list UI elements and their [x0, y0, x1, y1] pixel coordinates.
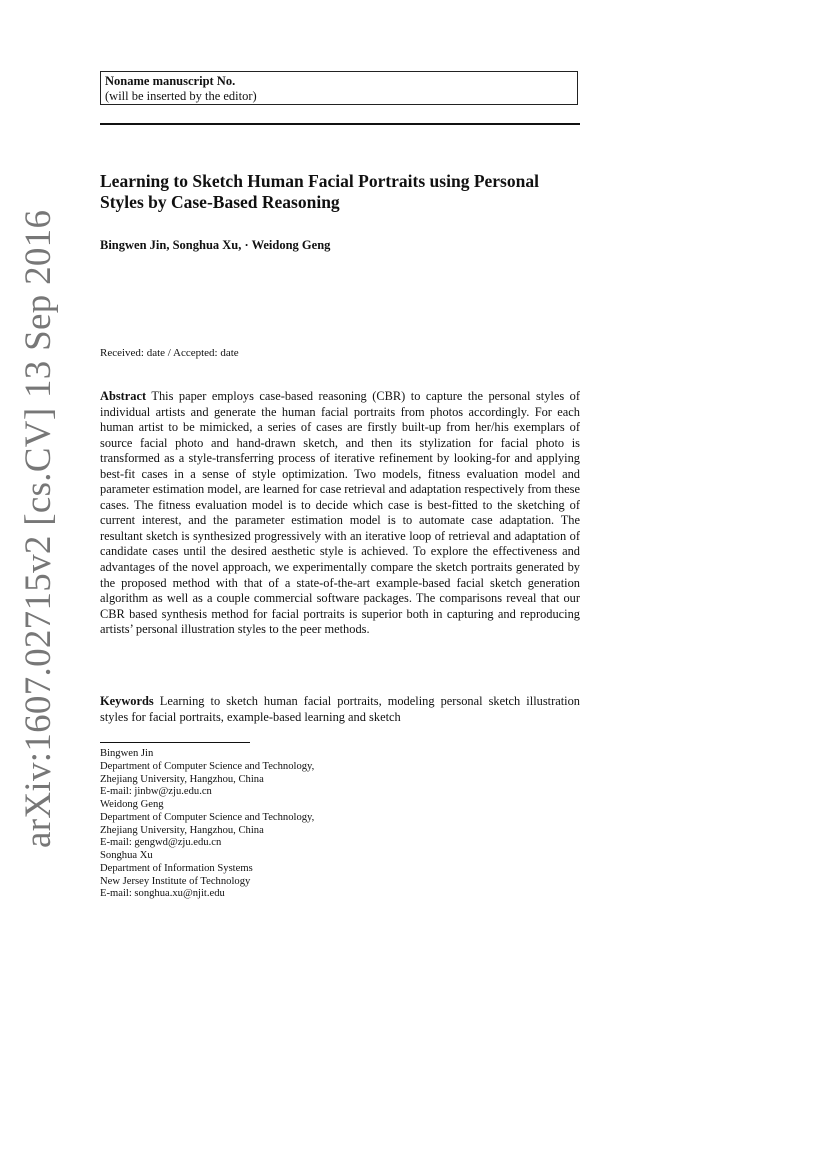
editor-note: (will be inserted by the editor) [105, 89, 257, 103]
affiliation-line: Songhua Xu [100, 850, 153, 861]
received-date: Received: date / Accepted: date [100, 347, 239, 359]
arxiv-side-stamp: arXiv:1607.02715v2 [cs.CV] 13 Sep 2016 [18, 209, 59, 848]
affiliation-line: Weidong Geng [100, 799, 164, 810]
affiliation-line: Bingwen Jin [100, 748, 154, 759]
affiliation-line: E-mail: jinbw@zju.edu.cn [100, 786, 212, 798]
affiliation-line: Department of Information Systems [100, 862, 253, 874]
keywords-text: Learning to sketch human facial portraits, modeling personal sketch illustration styles for facial portraits, example-based learning and sketch [100, 694, 580, 724]
keywords-section [100, 694, 580, 725]
header-rule [100, 123, 580, 125]
editor-box [100, 71, 578, 105]
affiliations-footnote [100, 748, 580, 901]
abstract-label: Abstract [100, 389, 147, 403]
footnote-rule [100, 742, 250, 743]
keywords-label: Keywords [100, 694, 154, 708]
manuscript-number-label: Noname manuscript No. [105, 74, 236, 88]
affiliation-line: New Jersey Institute of Technology [100, 875, 251, 887]
abstract-section [100, 389, 580, 638]
affiliation-line: Department of Computer Science and Technology, [100, 811, 315, 823]
affiliation-line: E-mail: gengwd@zju.edu.cn [100, 837, 222, 849]
affiliation-line: Department of Computer Science and Technology, [100, 760, 315, 772]
abstract-text: This paper employs case-based reasoning (CBR) to capture the personal styles of individual artists and generate the human facial portraits from photos accordingly. For each human artist to be mimicked, a series of cases are firstly built-up from her/his exemplars of source facial photo and hand-drawn sketch, and then its stylization for facial photo is transformed as a style-transferring process of iterative refinement by looking-for and applying best-fit cases in a sense of style optimization. Two models, fitness evaluation model and parameter estimation model, are learned for case retrieval and adaptation respectively from these cases. The fitness evaluation model is to decide which case is best-fitted to the sketching of current interest, and the parameter estimation model is to automate case adaptation. The resultant sketch is synthesized progressively with an iterative loop of retrieval and adaptation of candidate cases until the desired aesthetic style is achieved. To explore the effectiveness and advantages of the novel approach, we experimentally compare the sketch portraits generated by the proposed method with that of a state-of-the-art example-based facial sketch generation algorithm as well as a couple commercial software packages. The comparisons reveal that our CBR based synthesis method for facial portraits is superior both in capturing and reproducing artists’ personal illustration styles to the peer methods. [100, 389, 580, 637]
author-list: Bingwen Jin, Songhua Xu, · Weidong Geng [100, 238, 331, 252]
affiliation-line: Zhejiang University, Hangzhou, China [100, 773, 264, 785]
affiliation-line: Zhejiang University, Hangzhou, China [100, 824, 264, 836]
affiliation-line: E-mail: songhua.xu@njit.edu [100, 888, 225, 900]
paper-title: Learning to Sketch Human Facial Portraits using Personal Styles by Case-Based Reasoning [100, 171, 539, 212]
